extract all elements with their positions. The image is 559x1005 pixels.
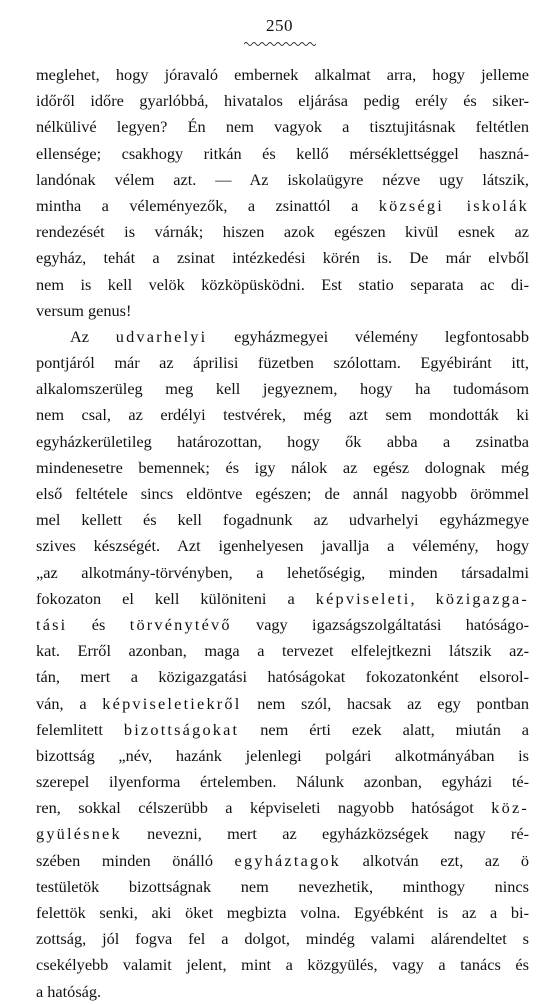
text-line xyxy=(36,245,529,271)
text-segment: nélkülivé legyen? Én nem vagyok a tisztujitásnak feltétlen xyxy=(36,117,529,137)
text-segment: nem is kell velök közköpüsködni. Est statio separata ac di- xyxy=(36,274,529,294)
spaced-emphasis-text: képviseleti xyxy=(315,588,411,608)
text-segment: nem csal, az erdélyi testvérek, még azt sem mondották ki xyxy=(36,405,529,425)
text-segment: Az xyxy=(70,326,116,346)
text-line xyxy=(36,612,529,638)
text-line xyxy=(36,62,529,88)
text-segment: versum genus! xyxy=(36,300,132,320)
text-segment: szerepel ilyenforma értelemben. Nálunk azonban, egyházi té- xyxy=(36,772,529,792)
text-segment: mindenesetre bemennek; és igy nálok az egész dolognak még xyxy=(36,457,529,477)
text-line xyxy=(36,821,529,847)
text-segment: mintha a véleményezők, a zsinattól a xyxy=(36,195,379,215)
text-line xyxy=(36,691,529,717)
text-segment: zottság, jól fogva fel a dolgot, mindég valami alárendeltet s xyxy=(36,929,529,949)
text-line xyxy=(36,507,529,533)
text-segment: vagy igazságszolgáltatási hatóságo- xyxy=(231,614,529,634)
text-segment: alkotván ezt, az ö xyxy=(341,850,529,870)
page-number: 250 xyxy=(266,16,293,35)
spaced-emphasis-text: egyháztagok xyxy=(234,850,342,870)
text-segment: meglehet, hogy jóravaló embernek alkalmat arra, hogy jelleme xyxy=(36,65,529,84)
text-line xyxy=(36,979,529,1005)
text-segment: tán, mert a közigazgatási hatóságokat fokozatonként elsorol- xyxy=(36,667,529,687)
text-segment: egyházmegyei vélemény legfontosabb xyxy=(207,326,529,346)
text-segment: szives készségét. Azt igenhelyesen javallja a vélemény, hogy xyxy=(36,536,529,556)
text-segment: pontjáról már az áprilisi füzetben szólottam. Egyébiránt itt, xyxy=(36,353,529,373)
text-line xyxy=(36,795,529,821)
text-segment: egyház, tehát a zsinat intézkedési körén is. De már elvből xyxy=(36,248,529,268)
text-segment: ellensége; csakhogy ritkán és kellő mérséklettséggel haszná- xyxy=(36,143,529,163)
body-text xyxy=(36,62,529,1005)
text-line xyxy=(36,455,529,481)
text-line xyxy=(36,664,529,690)
text-line xyxy=(36,167,529,193)
text-line xyxy=(36,141,529,167)
text-line xyxy=(36,952,529,978)
spaced-emphasis-text: köz- xyxy=(491,798,529,818)
text-segment: felettök senki, aki öket megbizta volna. Egyébként is az a bi- xyxy=(36,903,529,922)
text-segment: ren, sokkal célszerübb a képviseleti nagyobb hatóságot xyxy=(36,798,492,818)
text-line xyxy=(36,298,529,324)
spaced-emphasis-text: gyülésnek xyxy=(36,824,122,844)
text-line xyxy=(36,926,529,952)
spaced-emphasis-text: törvénytévő xyxy=(129,614,232,634)
text-segment: nem szól, hacsak az egy pontban xyxy=(241,693,529,713)
text-segment: fokozaton el kell különiteni a xyxy=(36,588,316,608)
text-line xyxy=(36,638,529,664)
text-segment: testületök bizottságnak nem nevezhetik, minthogy nincs xyxy=(36,876,529,896)
text-line xyxy=(36,193,529,219)
text-segment: , xyxy=(410,588,436,608)
text-segment: bizottság „név, hazánk jelenlegi polgári alkotmányában is xyxy=(36,745,529,765)
text-line xyxy=(36,717,529,743)
text-segment: időről időre gyarlóbbá, hivatalos eljárása pedig erély és siker- xyxy=(36,91,529,111)
spaced-emphasis-text: bizottságokat xyxy=(123,719,240,739)
text-line xyxy=(36,376,529,402)
text-line xyxy=(36,874,529,900)
text-line xyxy=(36,114,529,140)
text-segment: kat. Erről azonban, maga a tervezet elfelejtkezni látszik az- xyxy=(36,641,529,661)
text-segment: felemlitett xyxy=(36,719,124,739)
text-segment: első feltétele sincs eldöntve egészen; de annál nagyobb örömmel xyxy=(36,484,529,503)
text-line xyxy=(36,402,529,428)
text-line xyxy=(36,533,529,559)
text-line xyxy=(36,324,529,350)
text-segment: nevezni, mert az egyházközségek nagy ré- xyxy=(121,824,529,844)
text-segment: alkalomszerüleg meg kell jegyeznem, hogy ha tudomásom xyxy=(36,379,529,399)
text-segment: egyházkerületileg határozottan, hogy ők abba a zsinatba xyxy=(36,431,529,451)
text-line xyxy=(36,219,529,245)
text-line xyxy=(36,272,529,298)
text-segment: mel kellett és kell fogadnunk az udvarhelyi egyházmegye xyxy=(36,510,529,530)
text-segment: rendezését is várnák; hiszen azok egészen kivül esnek az xyxy=(36,222,529,242)
text-segment: „az alkotmány-törvényben, a lehetőségig, minden társadalmi xyxy=(36,562,529,582)
text-segment: a hatóság. xyxy=(36,981,102,1001)
text-line xyxy=(36,900,529,926)
text-segment: csekélyebb valamit jelent, mint a közgyülés, vagy a tanács és xyxy=(36,955,529,975)
spaced-emphasis-text: tási xyxy=(36,614,68,634)
wavy-rule-ornament xyxy=(244,40,316,48)
spaced-emphasis-text: udvarhelyi xyxy=(115,326,208,346)
text-segment: ván, a xyxy=(36,693,103,713)
spaced-emphasis-text: közigazga- xyxy=(435,588,529,608)
text-segment: nem érti ezek alatt, miután a xyxy=(239,719,529,739)
text-line xyxy=(36,481,529,507)
text-segment: szében minden önálló xyxy=(36,850,235,870)
text-line xyxy=(36,560,529,586)
text-segment: landónak vélem azt. — Az iskolaügyre nézve ugy látszik, xyxy=(36,169,529,189)
text-line xyxy=(36,350,529,376)
text-line xyxy=(36,88,529,114)
spaced-emphasis-text: képviseletiekről xyxy=(102,693,242,713)
text-line xyxy=(36,586,529,612)
text-line xyxy=(36,743,529,769)
text-segment: és xyxy=(67,614,130,634)
text-line xyxy=(36,429,529,455)
text-line xyxy=(36,848,529,874)
text-line xyxy=(36,769,529,795)
spaced-emphasis-text: községi iskolák xyxy=(378,195,529,215)
